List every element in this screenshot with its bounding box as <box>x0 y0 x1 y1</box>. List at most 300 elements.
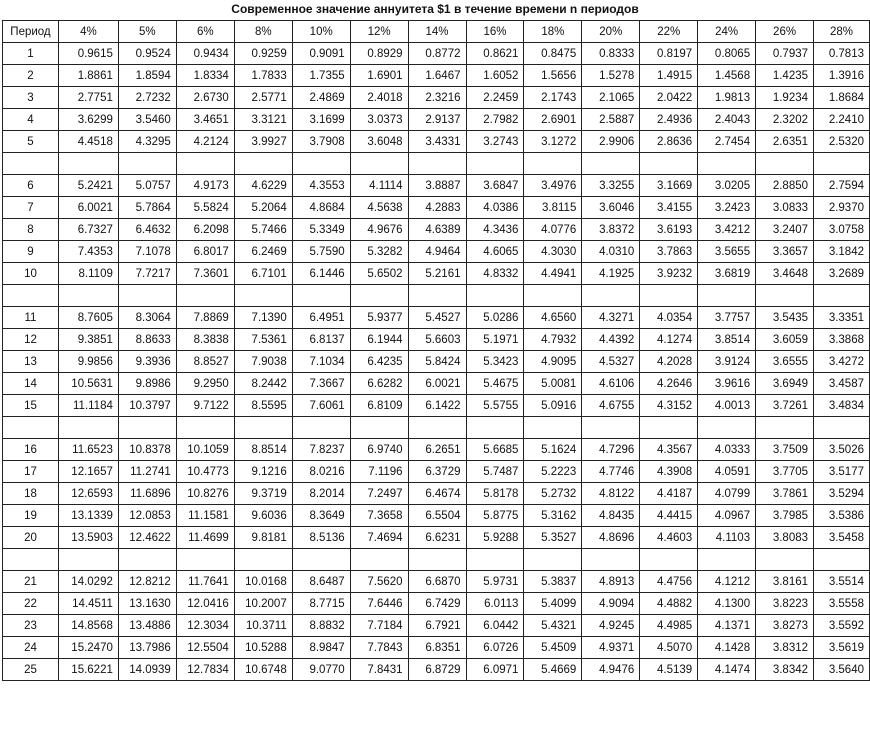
empty-cell <box>350 549 408 571</box>
value-cell: 10.6748 <box>234 659 292 681</box>
column-header-rate: 10% <box>292 21 350 43</box>
value-cell: 11.1581 <box>176 505 234 527</box>
value-cell: 4.4882 <box>640 593 698 615</box>
value-cell: 6.8109 <box>350 395 408 417</box>
value-cell: 6.2098 <box>176 219 234 241</box>
empty-cell <box>524 285 582 307</box>
value-cell: 4.0386 <box>466 197 524 219</box>
value-cell: 0.8197 <box>640 43 698 65</box>
period-cell: 23 <box>3 615 59 637</box>
table-row <box>3 87 870 109</box>
table-title: Современное значение аннуитета $1 в течение времени n периодов <box>231 2 639 16</box>
value-cell: 0.7937 <box>756 43 814 65</box>
empty-cell <box>814 285 870 307</box>
column-header-rate: 24% <box>698 21 756 43</box>
value-cell: 5.9377 <box>350 307 408 329</box>
value-cell: 3.1699 <box>292 109 350 131</box>
value-cell: 1.3916 <box>814 65 870 87</box>
value-cell: 12.1657 <box>58 461 118 483</box>
empty-cell <box>466 153 524 175</box>
value-cell: 7.6061 <box>292 395 350 417</box>
value-cell: 4.6389 <box>408 219 466 241</box>
value-cell: 9.9856 <box>58 351 118 373</box>
value-cell: 4.0967 <box>698 505 756 527</box>
empty-cell <box>524 153 582 175</box>
period-cell: 6 <box>3 175 59 197</box>
value-cell: 3.7757 <box>698 307 756 329</box>
value-cell: 2.0422 <box>640 87 698 109</box>
empty-cell <box>408 153 466 175</box>
empty-cell <box>582 285 640 307</box>
table-row <box>3 395 870 417</box>
value-cell: 6.7101 <box>234 263 292 285</box>
group-separator-row <box>3 549 870 571</box>
value-cell: 3.1272 <box>524 131 582 153</box>
empty-cell <box>640 153 698 175</box>
value-cell: 6.6231 <box>408 527 466 549</box>
value-cell: 6.4632 <box>118 219 176 241</box>
value-cell: 7.1390 <box>234 307 292 329</box>
value-cell: 0.8333 <box>582 43 640 65</box>
group-separator-row <box>3 417 870 439</box>
value-cell: 5.1971 <box>466 329 524 351</box>
table-row <box>3 219 870 241</box>
value-cell: 2.1743 <box>524 87 582 109</box>
value-cell: 5.2064 <box>234 197 292 219</box>
value-cell: 4.8435 <box>582 505 640 527</box>
value-cell: 3.7261 <box>756 395 814 417</box>
table-row <box>3 593 870 615</box>
period-cell: 15 <box>3 395 59 417</box>
empty-cell <box>234 549 292 571</box>
value-cell: 6.7429 <box>408 593 466 615</box>
value-cell: 5.4509 <box>524 637 582 659</box>
value-cell: 3.8115 <box>524 197 582 219</box>
value-cell: 0.9434 <box>176 43 234 65</box>
value-cell: 4.0776 <box>524 219 582 241</box>
value-cell: 2.3202 <box>756 109 814 131</box>
value-cell: 10.4773 <box>176 461 234 483</box>
value-cell: 6.6870 <box>408 571 466 593</box>
empty-cell <box>118 153 176 175</box>
value-cell: 6.0971 <box>466 659 524 681</box>
value-cell: 12.3034 <box>176 615 234 637</box>
value-cell: 4.6229 <box>234 175 292 197</box>
value-cell: 15.6221 <box>58 659 118 681</box>
value-cell: 5.4099 <box>524 593 582 615</box>
value-cell: 4.2124 <box>176 131 234 153</box>
value-cell: 4.9464 <box>408 241 466 263</box>
value-cell: 4.1371 <box>698 615 756 637</box>
value-cell: 7.3601 <box>176 263 234 285</box>
value-cell: 6.0021 <box>408 373 466 395</box>
period-cell: 7 <box>3 197 59 219</box>
value-cell: 14.4511 <box>58 593 118 615</box>
empty-cell <box>640 549 698 571</box>
value-cell: 4.8332 <box>466 263 524 285</box>
empty-cell <box>234 285 292 307</box>
table-row <box>3 483 870 505</box>
value-cell: 7.7184 <box>350 615 408 637</box>
empty-cell <box>524 417 582 439</box>
value-cell: 1.8684 <box>814 87 870 109</box>
value-cell: 2.5887 <box>582 109 640 131</box>
column-header-rate: 20% <box>582 21 640 43</box>
value-cell: 4.6065 <box>466 241 524 263</box>
value-cell: 2.9137 <box>408 109 466 131</box>
value-cell: 1.6467 <box>408 65 466 87</box>
value-cell: 10.2007 <box>234 593 292 615</box>
value-cell: 2.7232 <box>118 87 176 109</box>
value-cell: 4.3271 <box>582 307 640 329</box>
value-cell: 4.1103 <box>698 527 756 549</box>
table-row <box>3 527 870 549</box>
empty-cell <box>756 549 814 571</box>
value-cell: 4.8696 <box>582 527 640 549</box>
value-cell: 5.7487 <box>466 461 524 483</box>
value-cell: 3.4272 <box>814 351 870 373</box>
value-cell: 5.3349 <box>292 219 350 241</box>
value-cell: 4.9094 <box>582 593 640 615</box>
value-cell: 6.0021 <box>58 197 118 219</box>
empty-cell <box>176 549 234 571</box>
value-cell: 3.2689 <box>814 263 870 285</box>
value-cell: 1.4915 <box>640 65 698 87</box>
value-cell: 6.0113 <box>466 593 524 615</box>
period-cell: 19 <box>3 505 59 527</box>
value-cell: 7.9038 <box>234 351 292 373</box>
value-cell: 4.4518 <box>58 131 118 153</box>
value-cell: 3.0205 <box>698 175 756 197</box>
value-cell: 2.7751 <box>58 87 118 109</box>
value-cell: 14.0292 <box>58 571 118 593</box>
value-cell: 4.1925 <box>582 263 640 285</box>
value-cell: 4.1428 <box>698 637 756 659</box>
value-cell: 4.2028 <box>640 351 698 373</box>
value-cell: 13.5903 <box>58 527 118 549</box>
value-cell: 2.6901 <box>524 109 582 131</box>
empty-cell <box>292 549 350 571</box>
column-header-rate: 16% <box>466 21 524 43</box>
value-cell: 4.9476 <box>582 659 640 681</box>
empty-cell <box>58 285 118 307</box>
value-cell: 0.9091 <box>292 43 350 65</box>
value-cell: 5.7864 <box>118 197 176 219</box>
value-cell: 5.2732 <box>524 483 582 505</box>
value-cell: 6.9740 <box>350 439 408 461</box>
value-cell: 9.6036 <box>234 505 292 527</box>
table-row <box>3 65 870 87</box>
value-cell: 7.7217 <box>118 263 176 285</box>
value-cell: 7.5620 <box>350 571 408 593</box>
period-cell: 18 <box>3 483 59 505</box>
table-row <box>3 351 870 373</box>
value-cell: 2.2410 <box>814 109 870 131</box>
table-row <box>3 637 870 659</box>
value-cell: 14.8568 <box>58 615 118 637</box>
value-cell: 11.2741 <box>118 461 176 483</box>
table-row <box>3 505 870 527</box>
value-cell: 4.0333 <box>698 439 756 461</box>
value-cell: 3.2743 <box>466 131 524 153</box>
value-cell: 3.2407 <box>756 219 814 241</box>
value-cell: 10.3711 <box>234 615 292 637</box>
value-cell: 5.1624 <box>524 439 582 461</box>
period-cell: 4 <box>3 109 59 131</box>
value-cell: 3.7861 <box>756 483 814 505</box>
value-cell: 2.8850 <box>756 175 814 197</box>
value-cell: 7.3667 <box>292 373 350 395</box>
value-cell: 7.3658 <box>350 505 408 527</box>
value-cell: 3.6193 <box>640 219 698 241</box>
value-cell: 3.5619 <box>814 637 870 659</box>
value-cell: 8.5595 <box>234 395 292 417</box>
value-cell: 1.8861 <box>58 65 118 87</box>
value-cell: 3.7705 <box>756 461 814 483</box>
value-cell: 3.8161 <box>756 571 814 593</box>
value-cell: 4.5139 <box>640 659 698 681</box>
value-cell: 7.8431 <box>350 659 408 681</box>
value-cell: 5.3423 <box>466 351 524 373</box>
annuity-table <box>2 20 870 681</box>
table-row <box>3 615 870 637</box>
value-cell: 6.8351 <box>408 637 466 659</box>
value-cell: 3.2423 <box>698 197 756 219</box>
value-cell: 11.7641 <box>176 571 234 593</box>
value-cell: 1.6052 <box>466 65 524 87</box>
value-cell: 4.4941 <box>524 263 582 285</box>
empty-cell <box>3 285 59 307</box>
value-cell: 4.2883 <box>408 197 466 219</box>
value-cell: 3.5592 <box>814 615 870 637</box>
value-cell: 12.5504 <box>176 637 234 659</box>
value-cell: 3.6046 <box>582 197 640 219</box>
value-cell: 3.6299 <box>58 109 118 131</box>
column-header-rate: 8% <box>234 21 292 43</box>
value-cell: 8.3064 <box>118 307 176 329</box>
value-cell: 8.6487 <box>292 571 350 593</box>
value-cell: 1.9813 <box>698 87 756 109</box>
value-cell: 2.4043 <box>698 109 756 131</box>
period-cell: 1 <box>3 43 59 65</box>
table-row <box>3 373 870 395</box>
value-cell: 6.0726 <box>466 637 524 659</box>
value-cell: 5.0757 <box>118 175 176 197</box>
table-row <box>3 197 870 219</box>
value-cell: 5.0916 <box>524 395 582 417</box>
value-cell: 6.6282 <box>350 373 408 395</box>
value-cell: 4.9676 <box>350 219 408 241</box>
period-cell: 21 <box>3 571 59 593</box>
value-cell: 3.5460 <box>118 109 176 131</box>
period-cell: 14 <box>3 373 59 395</box>
value-cell: 4.3908 <box>640 461 698 483</box>
table-row <box>3 109 870 131</box>
value-cell: 4.8684 <box>292 197 350 219</box>
value-cell: 6.7327 <box>58 219 118 241</box>
value-cell: 8.8514 <box>234 439 292 461</box>
value-cell: 5.8775 <box>466 505 524 527</box>
value-cell: 4.1300 <box>698 593 756 615</box>
value-cell: 6.1446 <box>292 263 350 285</box>
value-cell: 10.0168 <box>234 571 292 593</box>
value-cell: 8.8633 <box>118 329 176 351</box>
value-cell: 5.8178 <box>466 483 524 505</box>
period-cell: 2 <box>3 65 59 87</box>
period-cell: 10 <box>3 263 59 285</box>
empty-cell <box>3 417 59 439</box>
value-cell: 0.9615 <box>58 43 118 65</box>
value-cell: 5.5755 <box>466 395 524 417</box>
value-cell: 3.4155 <box>640 197 698 219</box>
value-cell: 4.9371 <box>582 637 640 659</box>
value-cell: 5.2421 <box>58 175 118 197</box>
value-cell: 4.1274 <box>640 329 698 351</box>
value-cell: 5.0286 <box>466 307 524 329</box>
period-cell: 5 <box>3 131 59 153</box>
empty-cell <box>408 549 466 571</box>
column-header-rate: 22% <box>640 21 698 43</box>
value-cell: 3.5026 <box>814 439 870 461</box>
value-cell: 9.7122 <box>176 395 234 417</box>
value-cell: 6.4674 <box>408 483 466 505</box>
header-row <box>3 21 870 43</box>
value-cell: 0.8475 <box>524 43 582 65</box>
value-cell: 9.3719 <box>234 483 292 505</box>
value-cell: 2.4936 <box>640 109 698 131</box>
value-cell: 13.4886 <box>118 615 176 637</box>
empty-cell <box>350 285 408 307</box>
value-cell: 2.4018 <box>350 87 408 109</box>
value-cell: 3.3657 <box>756 241 814 263</box>
value-cell: 2.7454 <box>698 131 756 153</box>
value-cell: 5.3162 <box>524 505 582 527</box>
value-cell: 1.4235 <box>756 65 814 87</box>
value-cell: 3.3121 <box>234 109 292 131</box>
value-cell: 2.7982 <box>466 109 524 131</box>
value-cell: 3.8083 <box>756 527 814 549</box>
value-cell: 3.1669 <box>640 175 698 197</box>
value-cell: 3.8312 <box>756 637 814 659</box>
value-cell: 4.4603 <box>640 527 698 549</box>
value-cell: 6.1422 <box>408 395 466 417</box>
period-cell: 20 <box>3 527 59 549</box>
value-cell: 8.7605 <box>58 307 118 329</box>
value-cell: 3.7863 <box>640 241 698 263</box>
value-cell: 2.7594 <box>814 175 870 197</box>
empty-cell <box>814 549 870 571</box>
value-cell: 15.2470 <box>58 637 118 659</box>
value-cell: 10.8276 <box>176 483 234 505</box>
empty-cell <box>756 153 814 175</box>
empty-cell <box>58 417 118 439</box>
value-cell: 3.5558 <box>814 593 870 615</box>
table-body <box>3 43 870 681</box>
value-cell: 3.6059 <box>756 329 814 351</box>
value-cell: 3.5294 <box>814 483 870 505</box>
value-cell: 3.5458 <box>814 527 870 549</box>
value-cell: 9.8986 <box>118 373 176 395</box>
value-cell: 4.9173 <box>176 175 234 197</box>
empty-cell <box>582 417 640 439</box>
value-cell: 9.3851 <box>58 329 118 351</box>
value-cell: 4.1212 <box>698 571 756 593</box>
empty-cell <box>582 549 640 571</box>
value-cell: 6.4951 <box>292 307 350 329</box>
value-cell: 8.1109 <box>58 263 118 285</box>
empty-cell <box>234 417 292 439</box>
empty-cell <box>350 153 408 175</box>
value-cell: 4.4187 <box>640 483 698 505</box>
value-cell: 2.2459 <box>466 87 524 109</box>
value-cell: 10.8378 <box>118 439 176 461</box>
value-cell: 11.6523 <box>58 439 118 461</box>
column-header-rate: 12% <box>350 21 408 43</box>
value-cell: 7.8869 <box>176 307 234 329</box>
empty-cell <box>640 417 698 439</box>
value-cell: 3.0373 <box>350 109 408 131</box>
value-cell: 12.8212 <box>118 571 176 593</box>
group-separator-row <box>3 285 870 307</box>
table-row <box>3 263 870 285</box>
period-cell: 11 <box>3 307 59 329</box>
column-header-rate: 28% <box>814 21 870 43</box>
period-cell: 8 <box>3 219 59 241</box>
empty-cell <box>698 153 756 175</box>
value-cell: 4.3553 <box>292 175 350 197</box>
value-cell: 3.4976 <box>524 175 582 197</box>
value-cell: 6.2651 <box>408 439 466 461</box>
value-cell: 4.8122 <box>582 483 640 505</box>
value-cell: 2.3216 <box>408 87 466 109</box>
group-separator-row <box>3 153 870 175</box>
value-cell: 8.2442 <box>234 373 292 395</box>
value-cell: 4.5638 <box>350 197 408 219</box>
empty-cell <box>58 153 118 175</box>
value-cell: 5.4675 <box>466 373 524 395</box>
period-cell: 22 <box>3 593 59 615</box>
value-cell: 4.0310 <box>582 241 640 263</box>
value-cell: 9.1216 <box>234 461 292 483</box>
value-cell: 7.7843 <box>350 637 408 659</box>
value-cell: 2.9906 <box>582 131 640 153</box>
value-cell: 8.3649 <box>292 505 350 527</box>
value-cell: 3.4834 <box>814 395 870 417</box>
value-cell: 5.4321 <box>524 615 582 637</box>
value-cell: 5.9288 <box>466 527 524 549</box>
empty-cell <box>698 417 756 439</box>
value-cell: 6.8017 <box>176 241 234 263</box>
value-cell: 6.8137 <box>292 329 350 351</box>
empty-cell <box>466 285 524 307</box>
value-cell: 4.5070 <box>640 637 698 659</box>
table-row <box>3 241 870 263</box>
value-cell: 13.7986 <box>118 637 176 659</box>
empty-cell <box>118 549 176 571</box>
period-cell: 17 <box>3 461 59 483</box>
empty-cell <box>814 153 870 175</box>
value-cell: 5.6603 <box>408 329 466 351</box>
value-cell: 1.8334 <box>176 65 234 87</box>
value-cell: 3.8342 <box>756 659 814 681</box>
value-cell: 3.8887 <box>408 175 466 197</box>
value-cell: 6.3729 <box>408 461 466 483</box>
value-cell: 12.0853 <box>118 505 176 527</box>
column-header-rate: 6% <box>176 21 234 43</box>
value-cell: 0.7813 <box>814 43 870 65</box>
value-cell: 3.9616 <box>698 373 756 395</box>
value-cell: 2.6351 <box>756 131 814 153</box>
